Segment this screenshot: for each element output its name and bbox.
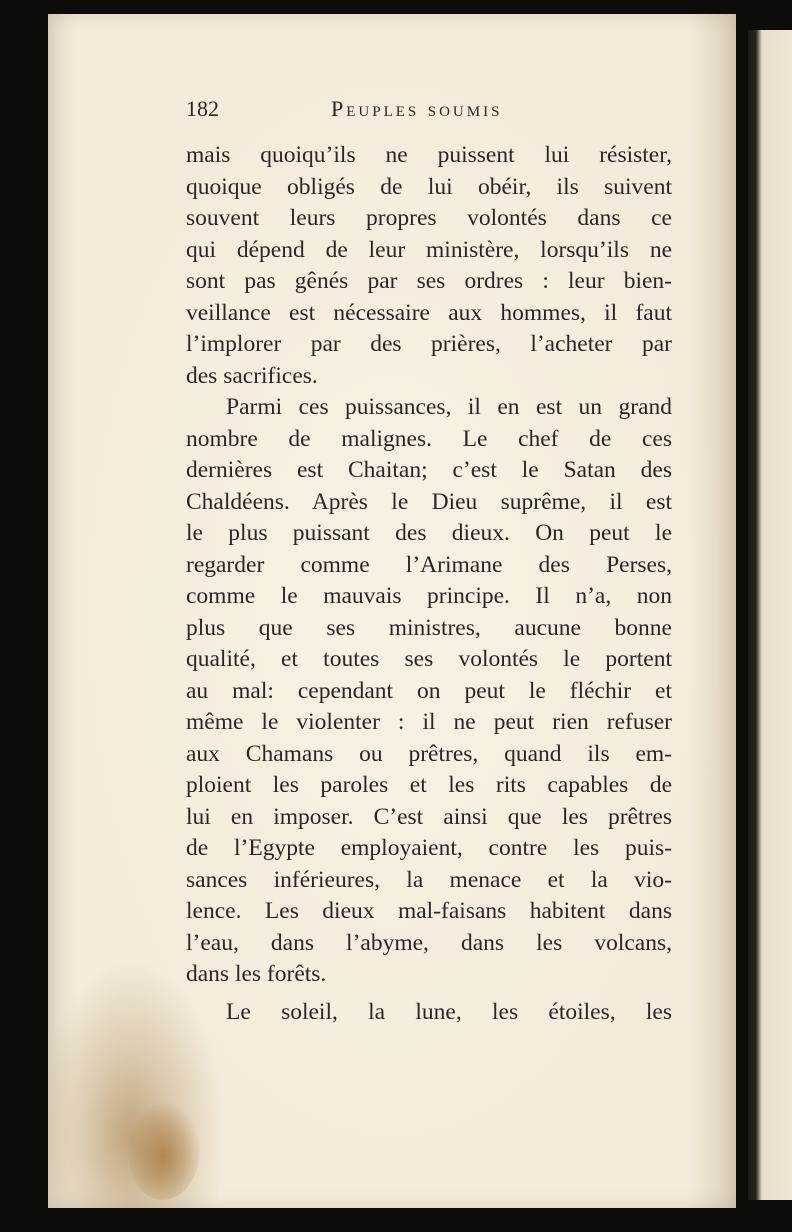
text-line: dans les forêts. [186, 961, 327, 987]
text-line: veillance est nécessaire aux hommes, il faut [186, 299, 672, 326]
text-line: le plus puissant des dieux. On peut le [186, 520, 672, 546]
text-line: regarder comme l’Arimane des Perses, [186, 551, 672, 578]
text-line: ploient les paroles et les rits capables de [186, 772, 672, 798]
paragraph-start: Parmi ces puissances, il en est un grand [226, 394, 672, 420]
text-line: lui en imposer. C’est ainsi que les prêtres [186, 803, 672, 830]
text-line: qualité, et toutes ses volontés le portent [186, 646, 672, 672]
text-line: aux Chamans ou prêtres, quand ils em- [186, 740, 672, 767]
text-line: sont pas gênés par ses ordres : leur bien- [186, 268, 672, 294]
text-line: qui dépend de leur ministère, lorsqu’ils ne [186, 236, 672, 263]
foxing-stain [128, 1104, 200, 1200]
text-line: de l’Egypte employaient, contre les puis- [186, 835, 672, 861]
running-head: Peuples soumis [331, 96, 503, 121]
text-line: l’eau, dans l’abyme, dans les volcans, [186, 929, 672, 956]
text-line: sances inférieures, la menace et la vio- [186, 866, 672, 893]
text-line: comme le mauvais principe. Il n’a, non [186, 583, 672, 609]
page-header [186, 92, 546, 126]
adjacent-page-edge [748, 30, 792, 1200]
text-line: souvent leurs propres volontés dans ce [186, 205, 672, 231]
text-line: dernières est Chaitan; c’est le Satan des [186, 457, 672, 483]
text-line: Chaldéens. Après le Dieu suprême, il est [186, 488, 672, 515]
text-line: quoique obligés de lui obéir, ils suivent [186, 173, 672, 200]
paragraph-start: Le soleil, la lune, les étoiles, les [226, 998, 672, 1025]
page-number: 182 [186, 96, 219, 121]
text-line: l’implorer par des prières, l’acheter par [186, 331, 672, 357]
text-line: des sacrifices. [186, 362, 318, 389]
body-text [186, 140, 672, 1028]
text-line: au mal: cependant on peut le fléchir et [186, 677, 672, 704]
text-line: même le violenter : il ne peut rien refuser [186, 709, 672, 735]
text-line: nombre de malignes. Le chef de ces [186, 425, 672, 452]
text-line: mais quoiqu’ils ne puissent lui résister, [186, 142, 672, 168]
text-line: plus que ses ministres, aucune bonne [186, 614, 672, 641]
text-line: lence. Les dieux mal-faisans habitent dans [186, 898, 672, 924]
